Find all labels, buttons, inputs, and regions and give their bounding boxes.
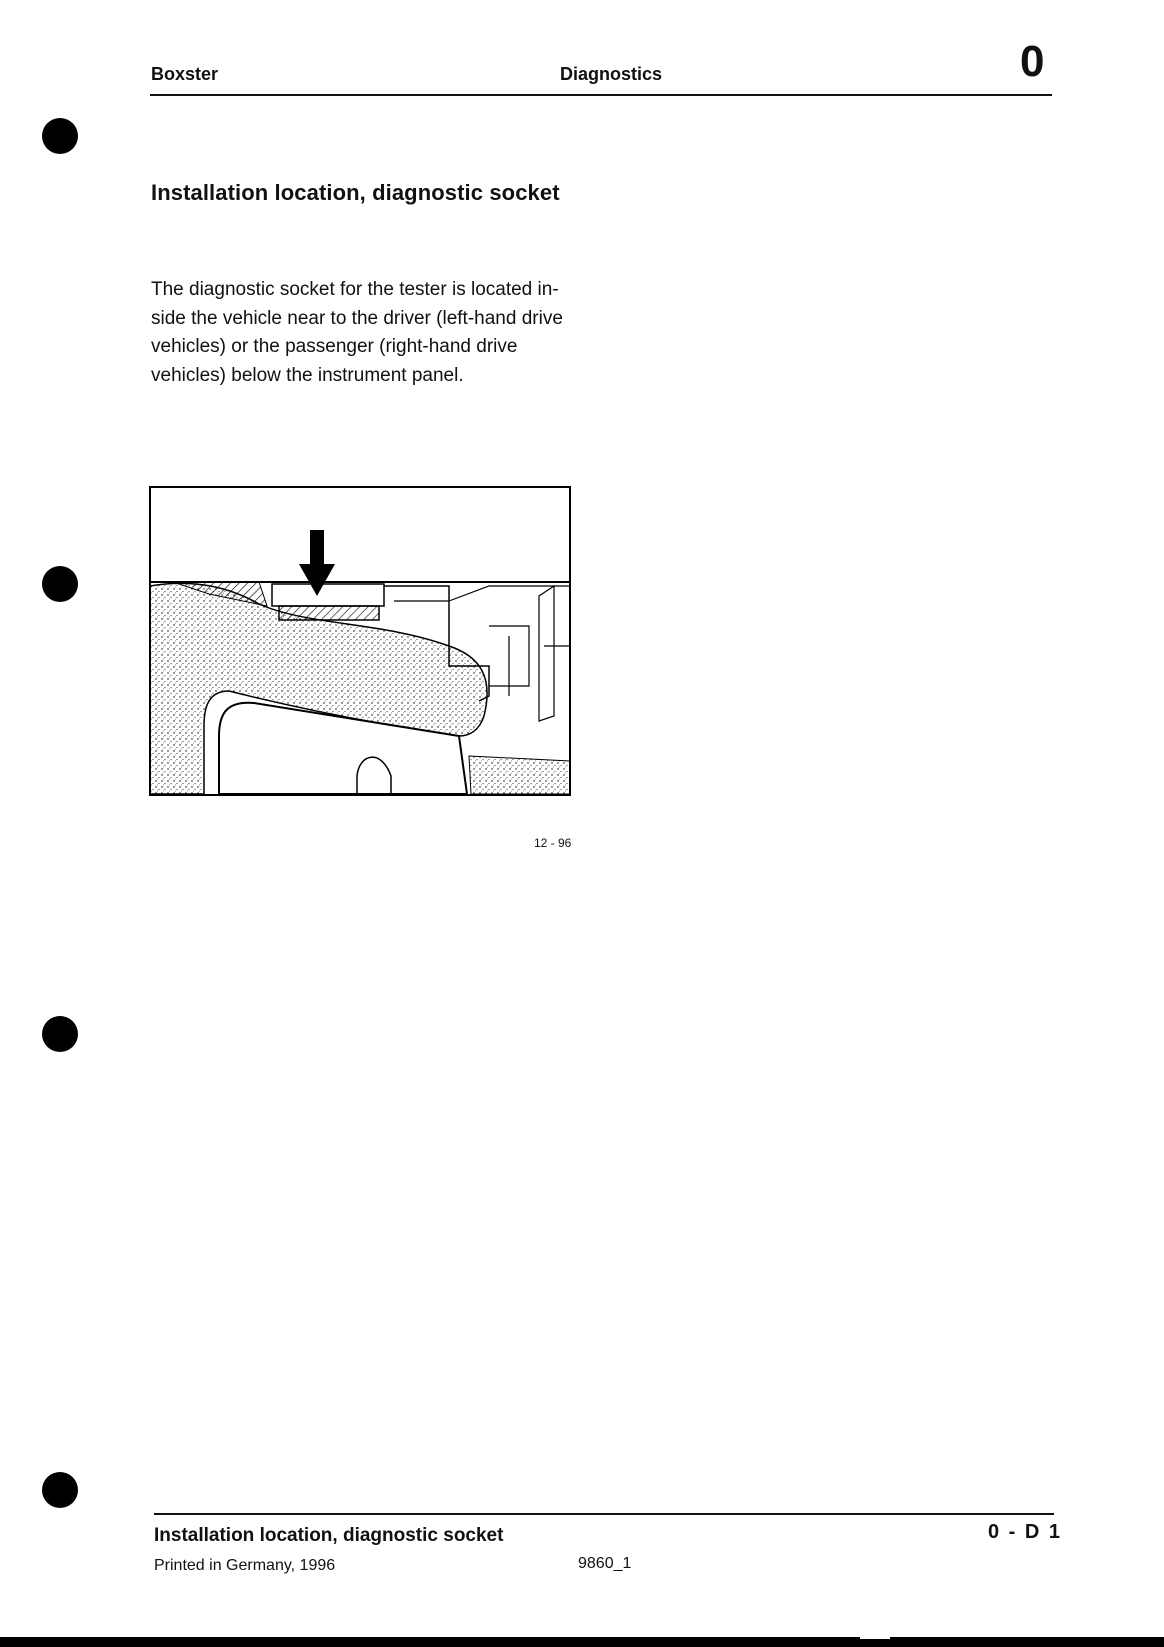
punch-hole-1 <box>42 118 78 154</box>
punch-hole-2 <box>42 566 78 602</box>
header-rule <box>150 94 1052 96</box>
figure-number: 12 - 96 <box>534 836 572 850</box>
scan-edge-mark <box>860 1635 890 1639</box>
footer-printed-note: Printed in Germany, 1996 <box>154 1557 336 1574</box>
diagnostic-socket-illustration <box>149 486 571 796</box>
footer-rule <box>154 1513 1054 1515</box>
body-paragraph: The diagnostic socket for the tester is located in-side the vehicle near to the driver (left-hand drive vehicles) or the passenger (right-hand drive vehicles) below the instrument panel. <box>151 279 563 386</box>
scan-bottom-edge <box>0 1637 1164 1647</box>
header-chapter-number: 0 <box>1020 37 1045 86</box>
punch-hole-3 <box>42 1016 78 1052</box>
header-section: Diagnostics <box>560 64 663 84</box>
page-title: Installation location, diagnostic socket <box>151 180 560 205</box>
punch-hole-4 <box>42 1472 78 1508</box>
footer-title: Installation location, diagnostic socket <box>154 1525 504 1546</box>
footer-document-id: 9860_1 <box>578 1555 632 1572</box>
footer-page-number: 0 - D 1 <box>988 1521 1063 1543</box>
header-model: Boxster <box>151 64 219 84</box>
